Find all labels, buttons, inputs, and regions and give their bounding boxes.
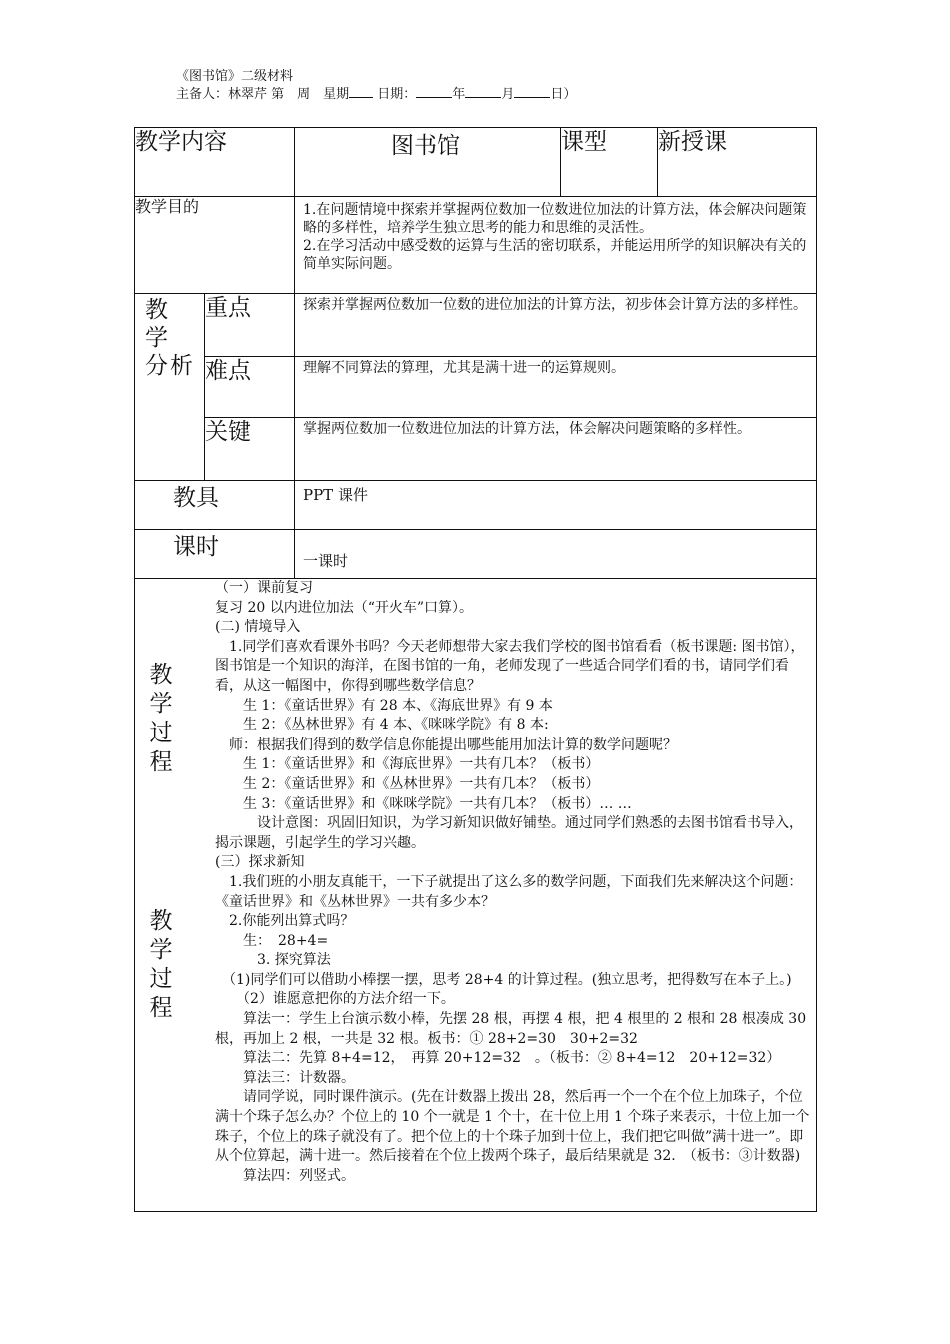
crux-text: 掌握两位数加一位数进位加法的计算方法，体会解决问题策略的多样性。 xyxy=(295,418,817,481)
process-label-top: 教学过程 xyxy=(149,662,173,775)
key-point-label: 重点 xyxy=(205,294,295,357)
date-label: 日期： xyxy=(377,87,417,102)
analysis-label: 教 学 分析 xyxy=(135,294,205,481)
process-line: 请同学说，同时课件演示。(先在计数器上拨出 28，然后再一个一个在个位上加珠子，个位满十个珠子怎么办？个位上的 10 个一就是 1 个十，在十位上用 1 个珠子来表示，十位上加一个珠子，个位上的珠子就没有了。把个位上的十个珠子加到十位上，我们把它叫做”满十进一”。即从个位算起，满十进一。然后接着在个位上拨两个珠子，最后结果就是 32. （板书：③计数器) xyxy=(215,1089,810,1165)
row-hours xyxy=(135,530,817,579)
row-tools xyxy=(135,481,817,530)
process-line: 复习 20 以内进位加法（“开火车”口算）。 xyxy=(215,599,474,616)
year-blank[interactable] xyxy=(416,84,452,98)
process-line: 生 2：《童话世界》和《丛林世界》一共有几本？（板书） xyxy=(215,775,600,792)
objectives-text: 1.在问题情境中探索并掌握两位数加一位数进位加法的计算方法，体会解决问题策略的多样性，培养学生独立思考的能力和思维的灵活性。 2.在学习活动中感受数的运算与生活的密切联系，并能运用所学的知识解决有关的简单实际问题。 xyxy=(295,197,817,294)
process-line: 生 2：《丛林世界》有 4 本、《咪咪学院》有 8 本: xyxy=(215,717,549,734)
month-blank[interactable] xyxy=(465,84,501,98)
process-line: (三）探求新知 xyxy=(215,854,305,871)
process-line: 设计意图：巩固旧知识，为学习新知识做好铺垫。通过同学们熟悉的去图书馆看书导入，揭示课题，引起学生的学习兴趣。 xyxy=(215,815,803,851)
difficulty-label: 难点 xyxy=(205,357,295,418)
weekday-blank[interactable] xyxy=(349,84,373,98)
process-line: 生 1：《童话世界》有 28 本、《海底世界》有 9 本 xyxy=(215,697,553,714)
row-difficulty xyxy=(135,357,817,418)
process-line: （一）课前复习 xyxy=(215,580,313,596)
row-objectives xyxy=(135,197,817,294)
type-label: 课型 xyxy=(561,128,658,197)
tools-value: PPT 课件 xyxy=(295,481,817,530)
preparer-text: 主备人：林翠芹 第 周 星期 xyxy=(176,87,350,102)
key-point-text: 探索并掌握两位数加一位数的进位加法的计算方法，初步体会计算方法的多样性。 xyxy=(295,294,817,357)
doc-title: 《图书馆》二级材料 xyxy=(176,69,294,84)
process-line: 1.我们班的小朋友真能干，一下子就提出了这么多的数学问题，下面我们先来解决这个问题：《童话世界》和《丛林世界》一共有多少本？ xyxy=(215,873,803,910)
process-line: 2.你能列出算式吗？ xyxy=(215,913,355,930)
content-label: 教学内容 xyxy=(135,128,295,197)
row-process xyxy=(135,579,817,1212)
hours-label: 课时 xyxy=(135,530,295,579)
process-text xyxy=(215,579,810,1186)
process-cell xyxy=(135,579,817,1212)
month-label: 月 xyxy=(501,87,515,102)
content-value: 图书馆 xyxy=(295,128,561,197)
row-crux xyxy=(135,418,817,481)
process-line: 算法一：学生上台演示数小棒，先摆 28 根，再摆 4 根，把 4 根里的 2 根和 28 根凑成 30 根，再加上 2 根，一共是 32 根。板书：① 28+2=30 30+2=32 xyxy=(215,1011,807,1047)
process-line: 1.同学们喜欢看课外书吗？今天老师想带大家去我们学校的图书馆看看（板书课题: 图书馆），图书馆是一个知识的海洋，在图书馆的一角，老师发现了一些适合同学们看的书，请同学们看看，从这一幅图中，你得到哪些数学信息？ xyxy=(215,638,805,694)
crux-label: 关键 xyxy=(205,418,295,481)
year-label: 年 xyxy=(452,87,466,102)
lesson-plan-table xyxy=(134,127,817,1212)
process-line: 算法四：列竖式。 xyxy=(215,1167,355,1184)
process-line: 算法二：先算 8+4=12， 再算 20+12=32 。（板书：② 8+4=12 20+12=32） xyxy=(215,1050,781,1067)
type-value: 新授课 xyxy=(658,128,817,197)
process-line: 生： 28+4= xyxy=(215,932,329,949)
process-line: 师：根据我们得到的数学信息你能提出哪些能用加法计算的数学问题呢？ xyxy=(215,736,677,753)
day-label: 日） xyxy=(550,87,577,102)
objectives-label: 教学目的 xyxy=(135,197,295,294)
process-line: 生 1：《童话世界》和《海底世界》一共有几本？（板书） xyxy=(215,756,600,773)
difficulty-text: 理解不同算法的算理，尤其是满十进一的运算规则。 xyxy=(295,357,817,418)
row-content xyxy=(135,128,817,197)
day-blank[interactable] xyxy=(514,84,550,98)
process-line: (二) 情境导入 xyxy=(215,619,301,636)
process-line: 算法三：计数器。 xyxy=(215,1069,355,1086)
preparer-line xyxy=(176,84,576,103)
process-line: （1)同学们可以借助小棒摆一摆，思考 28+4 的计算过程。(独立思考，把得数写在本子上。) xyxy=(215,971,792,988)
row-key-point xyxy=(135,294,817,357)
process-line: （2）谁愿意把你的方法介绍一下。 xyxy=(215,991,455,1008)
process-label-bottom: 教学过程 xyxy=(149,908,173,1021)
process-line: 生 3：《童话世界》和《咪咪学院》一共有几本？（板书）… … xyxy=(215,795,632,812)
tools-label: 教具 xyxy=(135,481,295,530)
process-line: 3. 探究算法 xyxy=(215,952,331,969)
hours-value: 一课时 xyxy=(295,530,817,579)
